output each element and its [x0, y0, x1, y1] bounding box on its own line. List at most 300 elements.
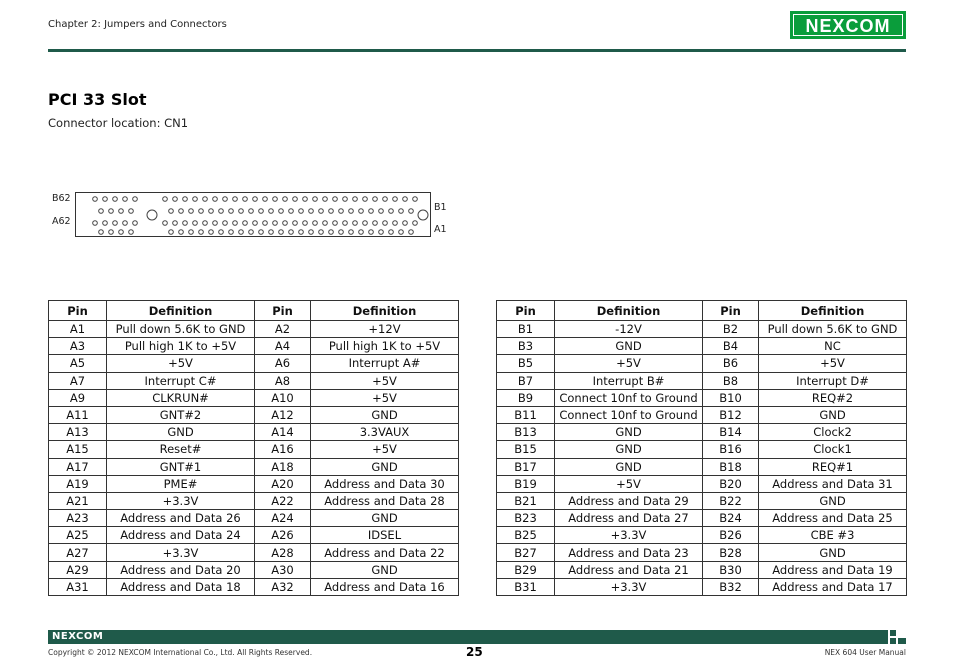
definition-cell: +3.3V: [107, 492, 255, 509]
pin-cell: A25: [49, 527, 107, 544]
pin-hole: [209, 209, 214, 214]
pin-cell: B4: [703, 338, 759, 355]
definition-cell: GNT#1: [107, 458, 255, 475]
pin-hole: [299, 209, 304, 214]
pin-hole: [99, 230, 104, 235]
column-header: Definition: [759, 301, 907, 321]
pin-hole: [319, 230, 324, 235]
pin-hole: [349, 209, 354, 214]
pin-hole: [93, 221, 98, 226]
pin-cell: A22: [255, 492, 311, 509]
pin-hole: [119, 209, 124, 214]
pin-cell: B9: [497, 389, 555, 406]
pin-cell: A8: [255, 372, 311, 389]
table-row: [497, 475, 907, 492]
pin-hole: [418, 210, 428, 220]
pin-hole: [169, 230, 174, 235]
pin-cell: A21: [49, 492, 107, 509]
column-header: Definition: [311, 301, 459, 321]
pin-hole: [203, 221, 208, 226]
pin-hole: [383, 221, 388, 226]
table-row: [49, 372, 459, 389]
pin-cell: B19: [497, 475, 555, 492]
column-header: Definition: [555, 301, 703, 321]
pin-cell: A29: [49, 561, 107, 578]
pin-hole: [269, 209, 274, 214]
definition-cell: GND: [107, 424, 255, 441]
pin-cell: A11: [49, 406, 107, 423]
copyright: Copyright © 2012 NEXCOM International Co., Ltd. All Rights Reserved.: [48, 648, 313, 657]
definition-cell: Address and Data 24: [107, 527, 255, 544]
definition-cell: +3.3V: [555, 578, 703, 595]
definition-cell: +5V: [759, 355, 907, 372]
pin-hole: [119, 230, 124, 235]
pin-cell: A18: [255, 458, 311, 475]
definition-cell: Address and Data 23: [555, 544, 703, 561]
pin-cell: B11: [497, 406, 555, 423]
pin-hole: [319, 209, 324, 214]
pin-hole: [329, 209, 334, 214]
definition-cell: GND: [759, 406, 907, 423]
pin-hole: [323, 197, 328, 202]
pin-hole: [109, 230, 114, 235]
pin-hole: [147, 210, 157, 220]
pin-hole: [309, 209, 314, 214]
pin-hole: [283, 221, 288, 226]
page-number: 25: [466, 645, 483, 659]
definition-cell: Address and Data 31: [759, 475, 907, 492]
definition-cell: Pull high 1K to +5V: [311, 338, 459, 355]
pin-hole: [409, 209, 414, 214]
pin-cell: B17: [497, 458, 555, 475]
pin-hole: [353, 221, 358, 226]
pin-hole: [199, 209, 204, 214]
definition-cell: Address and Data 19: [759, 561, 907, 578]
pin-cell: B15: [497, 441, 555, 458]
table-row: [497, 355, 907, 372]
pin-cell: B12: [703, 406, 759, 423]
section-title: PCI 33 Slot: [48, 90, 147, 109]
table-row: [49, 458, 459, 475]
table-row: [497, 527, 907, 544]
table-row: [49, 475, 459, 492]
pin-hole: [259, 230, 264, 235]
pin-cell: B32: [703, 578, 759, 595]
pin-cell: A10: [255, 389, 311, 406]
table-row: [49, 492, 459, 509]
pin-hole: [163, 197, 168, 202]
pin-hole: [389, 209, 394, 214]
pin-cell: A1: [49, 321, 107, 338]
pin-hole: [313, 197, 318, 202]
pin-hole: [333, 197, 338, 202]
table-row: [49, 406, 459, 423]
pin-hole: [113, 221, 118, 226]
pin-hole: [413, 221, 418, 226]
pin-hole: [359, 209, 364, 214]
definition-cell: Address and Data 30: [311, 475, 459, 492]
pin-cell: A30: [255, 561, 311, 578]
connector-location: Connector location: CN1: [48, 116, 189, 130]
table-row: [497, 458, 907, 475]
pin-cell: B23: [497, 510, 555, 527]
table-row: [49, 561, 459, 578]
pin-table-a: [48, 300, 459, 596]
pin-hole: [349, 230, 354, 235]
pin-hole: [323, 221, 328, 226]
label-a1: A1: [434, 224, 447, 235]
pin-hole: [363, 221, 368, 226]
pin-cell: A6: [255, 355, 311, 372]
pin-cell: B8: [703, 372, 759, 389]
table-row: [49, 389, 459, 406]
pin-hole: [163, 221, 168, 226]
connector-pin-dots: [76, 193, 432, 238]
table-row: [49, 355, 459, 372]
pin-cell: A9: [49, 389, 107, 406]
pin-cell: A28: [255, 544, 311, 561]
definition-cell: Pull down 5.6K to GND: [759, 321, 907, 338]
pin-hole: [299, 230, 304, 235]
pin-cell: B20: [703, 475, 759, 492]
pin-hole: [129, 230, 134, 235]
pin-hole: [239, 209, 244, 214]
definition-cell: Pull high 1K to +5V: [107, 338, 255, 355]
definition-cell: CBE #3: [759, 527, 907, 544]
table-row: [497, 510, 907, 527]
definition-cell: -12V: [555, 321, 703, 338]
pin-hole: [243, 197, 248, 202]
manual-title: NEX 604 User Manual: [824, 648, 906, 657]
definition-cell: GND: [759, 492, 907, 509]
table-row: [49, 338, 459, 355]
pin-hole: [213, 221, 218, 226]
definition-cell: Interrupt C#: [107, 372, 255, 389]
pin-hole: [359, 230, 364, 235]
pin-hole: [123, 197, 128, 202]
pin-hole: [183, 197, 188, 202]
definition-cell: 3.3VAUX: [311, 424, 459, 441]
definition-cell: IDSEL: [311, 527, 459, 544]
pin-hole: [273, 221, 278, 226]
definition-cell: GND: [759, 544, 907, 561]
pin-hole: [403, 221, 408, 226]
pin-hole: [223, 221, 228, 226]
footer-logo: NEXCOM: [52, 631, 104, 642]
definition-cell: GND: [555, 458, 703, 475]
pin-cell: A27: [49, 544, 107, 561]
pin-hole: [223, 197, 228, 202]
pin-hole: [259, 209, 264, 214]
column-header: Pin: [49, 301, 107, 321]
definition-cell: Address and Data 21: [555, 561, 703, 578]
pin-cell: A13: [49, 424, 107, 441]
pin-hole: [379, 209, 384, 214]
table-row: [49, 578, 459, 595]
definition-cell: GND: [311, 458, 459, 475]
definition-cell: Address and Data 18: [107, 578, 255, 595]
column-header: Definition: [107, 301, 255, 321]
pin-hole: [249, 209, 254, 214]
pin-hole: [293, 221, 298, 226]
definition-cell: +3.3V: [555, 527, 703, 544]
pin-cell: B14: [703, 424, 759, 441]
pin-hole: [219, 209, 224, 214]
table-row: [497, 406, 907, 423]
pin-cell: B16: [703, 441, 759, 458]
pin-hole: [369, 230, 374, 235]
pin-cell: A26: [255, 527, 311, 544]
pin-hole: [399, 230, 404, 235]
pin-cell: B10: [703, 389, 759, 406]
definition-cell: Clock1: [759, 441, 907, 458]
pin-cell: A12: [255, 406, 311, 423]
pin-cell: B21: [497, 492, 555, 509]
pin-hole: [233, 197, 238, 202]
definition-cell: Pull down 5.6K to GND: [107, 321, 255, 338]
pin-cell: A15: [49, 441, 107, 458]
table-row: [49, 424, 459, 441]
pin-hole: [363, 197, 368, 202]
pin-hole: [253, 221, 258, 226]
pin-cell: A19: [49, 475, 107, 492]
pin-hole: [219, 230, 224, 235]
definition-cell: REQ#2: [759, 389, 907, 406]
definition-cell: Clock2: [759, 424, 907, 441]
pin-hole: [289, 230, 294, 235]
pin-hole: [313, 221, 318, 226]
pin-hole: [129, 209, 134, 214]
pin-cell: B1: [497, 321, 555, 338]
pin-cell: B25: [497, 527, 555, 544]
table-row: [497, 389, 907, 406]
pin-cell: B24: [703, 510, 759, 527]
pin-hole: [293, 197, 298, 202]
pin-cell: B22: [703, 492, 759, 509]
pin-hole: [249, 230, 254, 235]
footer-square: [890, 630, 896, 636]
pin-hole: [99, 209, 104, 214]
pin-cell: B7: [497, 372, 555, 389]
definition-cell: +5V: [311, 372, 459, 389]
pin-cell: A2: [255, 321, 311, 338]
pin-hole: [133, 221, 138, 226]
definition-cell: +5V: [311, 441, 459, 458]
pin-hole: [229, 230, 234, 235]
definition-cell: Interrupt A#: [311, 355, 459, 372]
pin-hole: [113, 197, 118, 202]
table-row: [497, 424, 907, 441]
definition-cell: GND: [555, 424, 703, 441]
table-row: [497, 492, 907, 509]
column-header: Pin: [497, 301, 555, 321]
pin-cell: B30: [703, 561, 759, 578]
pin-hole: [343, 221, 348, 226]
pin-hole: [303, 197, 308, 202]
pin-hole: [93, 197, 98, 202]
definition-cell: Connect 10nf to Ground: [555, 406, 703, 423]
pin-hole: [103, 221, 108, 226]
pci-connector-diagram: [75, 192, 431, 237]
pin-cell: B26: [703, 527, 759, 544]
definition-cell: +3.3V: [107, 544, 255, 561]
pin-cell: A4: [255, 338, 311, 355]
pin-cell: B2: [703, 321, 759, 338]
table-row: [497, 321, 907, 338]
table-row: [497, 372, 907, 389]
pin-hole: [229, 209, 234, 214]
pin-cell: A24: [255, 510, 311, 527]
definition-cell: NC: [759, 338, 907, 355]
definition-cell: +12V: [311, 321, 459, 338]
pin-hole: [303, 221, 308, 226]
pin-hole: [269, 230, 274, 235]
column-header: Pin: [703, 301, 759, 321]
pin-cell: B31: [497, 578, 555, 595]
pin-hole: [379, 230, 384, 235]
pin-hole: [173, 221, 178, 226]
pin-hole: [409, 230, 414, 235]
pin-cell: B29: [497, 561, 555, 578]
definition-cell: Address and Data 27: [555, 510, 703, 527]
definition-cell: GND: [311, 406, 459, 423]
pin-hole: [203, 197, 208, 202]
svg-text:NEXCOM: NEXCOM: [805, 16, 891, 36]
pin-hole: [279, 230, 284, 235]
table-row: [497, 338, 907, 355]
pin-hole: [233, 221, 238, 226]
pin-cell: A3: [49, 338, 107, 355]
definition-cell: Address and Data 22: [311, 544, 459, 561]
table-row: [49, 544, 459, 561]
pin-hole: [283, 197, 288, 202]
table-row: [497, 441, 907, 458]
pin-hole: [369, 209, 374, 214]
table-row: [497, 578, 907, 595]
pin-hole: [189, 230, 194, 235]
pin-hole: [243, 221, 248, 226]
table-row: [497, 544, 907, 561]
definition-cell: GND: [555, 338, 703, 355]
pin-hole: [199, 230, 204, 235]
pin-cell: B5: [497, 355, 555, 372]
pin-hole: [339, 230, 344, 235]
header-rule: [48, 49, 906, 52]
pin-hole: [279, 209, 284, 214]
pin-cell: A16: [255, 441, 311, 458]
definition-cell: REQ#1: [759, 458, 907, 475]
pin-hole: [173, 197, 178, 202]
pin-hole: [273, 197, 278, 202]
pin-cell: A5: [49, 355, 107, 372]
pin-hole: [263, 197, 268, 202]
table-row: [49, 510, 459, 527]
pin-hole: [133, 197, 138, 202]
pin-cell: B28: [703, 544, 759, 561]
pin-hole: [169, 209, 174, 214]
definition-cell: Reset#: [107, 441, 255, 458]
table-row: [497, 561, 907, 578]
pin-cell: B6: [703, 355, 759, 372]
pin-hole: [353, 197, 358, 202]
pin-cell: B27: [497, 544, 555, 561]
definition-cell: +5V: [555, 475, 703, 492]
pin-table-b: [496, 300, 907, 596]
table-row: [49, 321, 459, 338]
pin-hole: [393, 197, 398, 202]
pin-cell: A14: [255, 424, 311, 441]
pin-cell: B3: [497, 338, 555, 355]
pin-hole: [183, 221, 188, 226]
pin-hole: [373, 221, 378, 226]
definition-cell: Address and Data 17: [759, 578, 907, 595]
pin-hole: [213, 197, 218, 202]
pin-hole: [393, 221, 398, 226]
pin-hole: [383, 197, 388, 202]
pin-cell: B13: [497, 424, 555, 441]
column-header: Pin: [255, 301, 311, 321]
pin-hole: [253, 197, 258, 202]
definition-cell: Address and Data 26: [107, 510, 255, 527]
definition-cell: +5V: [555, 355, 703, 372]
definition-cell: Address and Data 25: [759, 510, 907, 527]
pin-hole: [179, 209, 184, 214]
pin-hole: [239, 230, 244, 235]
pin-cell: A23: [49, 510, 107, 527]
definition-cell: GND: [311, 561, 459, 578]
label-b62: B62: [52, 193, 71, 204]
definition-cell: +5V: [107, 355, 255, 372]
footer-square: [898, 638, 906, 644]
pin-hole: [189, 209, 194, 214]
footer-bar: [48, 630, 888, 644]
definition-cell: Address and Data 16: [311, 578, 459, 595]
definition-cell: GND: [311, 510, 459, 527]
pin-hole: [333, 221, 338, 226]
pin-hole: [103, 197, 108, 202]
pin-cell: A31: [49, 578, 107, 595]
pin-hole: [209, 230, 214, 235]
pin-cell: A17: [49, 458, 107, 475]
footer-square: [890, 638, 896, 644]
pin-hole: [413, 197, 418, 202]
table-row: [49, 441, 459, 458]
pin-hole: [193, 197, 198, 202]
pin-hole: [373, 197, 378, 202]
pin-hole: [343, 197, 348, 202]
pin-hole: [403, 197, 408, 202]
pin-hole: [329, 230, 334, 235]
pin-hole: [339, 209, 344, 214]
definition-cell: Address and Data 28: [311, 492, 459, 509]
pin-cell: A7: [49, 372, 107, 389]
definition-cell: PME#: [107, 475, 255, 492]
pin-hole: [289, 209, 294, 214]
chapter-heading: Chapter 2: Jumpers and Connectors: [48, 19, 227, 30]
definition-cell: CLKRUN#: [107, 389, 255, 406]
pin-hole: [263, 221, 268, 226]
definition-cell: GND: [555, 441, 703, 458]
pin-hole: [193, 221, 198, 226]
definition-cell: GNT#2: [107, 406, 255, 423]
label-b1: B1: [434, 202, 447, 213]
pin-hole: [109, 209, 114, 214]
nexcom-logo: [790, 11, 906, 39]
definition-cell: +5V: [311, 389, 459, 406]
pin-hole: [179, 230, 184, 235]
table-row: [49, 527, 459, 544]
pin-cell: A20: [255, 475, 311, 492]
